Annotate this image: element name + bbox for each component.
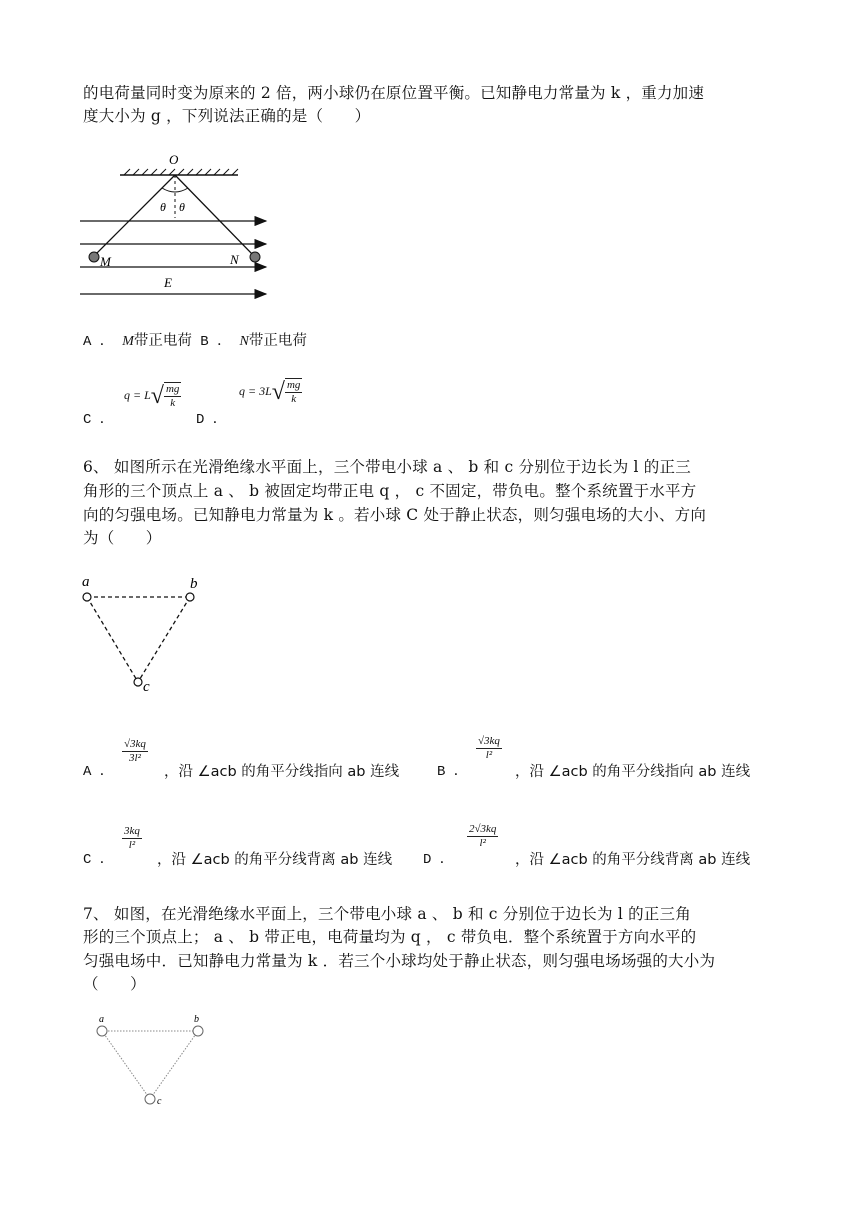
q6-ball-b (186, 593, 194, 601)
q5-optA-var: M (122, 334, 134, 349)
q7-ball-a (97, 1026, 107, 1036)
q6-optC-num: 3kq (124, 825, 140, 837)
q7-label-a: a (99, 1014, 104, 1025)
ball-N (250, 252, 260, 262)
q6-optB-text: ，沿 ∠acb 的角平分线指向 ab 连线 (515, 764, 751, 780)
q6-label-b: b (190, 576, 198, 592)
q5-optC-den: k (170, 397, 176, 409)
q6-optB-frac (476, 735, 502, 762)
q5-optB-prefix[interactable]: B ． (200, 334, 232, 350)
q7-text-line3: 匀强电场中．已知静电力常量为 k ．若三个小球均处于静止状态，则匀强电场场强的大小为 (83, 952, 716, 970)
q7-ball-b (193, 1026, 203, 1036)
q7-text-line2: 形的三个顶点上； a 、 b 带正电，电荷量均为 q ， c 带负电．整个系统置于方向水平的 (83, 928, 697, 946)
q5-optA-prefix[interactable]: A ． (83, 334, 114, 350)
q7-ball-c (145, 1094, 155, 1104)
q6-optA-prefix[interactable]: A ． (83, 764, 114, 780)
q5-optC-lhs: q = L (124, 387, 151, 402)
q6-optD-prefix[interactable]: D ． (423, 852, 454, 868)
q6-edge-ac (87, 597, 138, 682)
q5-optD-formula: q = 3L√ $\frac{mg}{k}$ (239, 379, 301, 405)
q6-ball-a (83, 593, 91, 601)
q5-optD-lhs: q = 3L (239, 383, 272, 398)
label-M: M (100, 254, 111, 269)
q7-label-c: c (157, 1096, 162, 1107)
q6-optC-prefix[interactable]: C ． (83, 852, 114, 868)
q6-optD-num: 2√3kq (469, 823, 497, 835)
label-theta-right: θ (179, 200, 185, 214)
q5-optC-num: mg (165, 383, 180, 395)
q5-optD-prefix[interactable]: D ． (196, 412, 227, 428)
q6-optA-frac (122, 738, 148, 765)
q5-optA-text: 带正电荷 (133, 333, 192, 349)
q6-optB-prefix[interactable]: B ． (437, 764, 468, 780)
q5-optC-formula: q = L√ $\frac{mg}{k}$ (124, 383, 180, 409)
q6-optD-den: l² (479, 837, 486, 849)
q6-figure (78, 570, 208, 695)
q5-options-ab (83, 329, 307, 350)
q6-optA-num: √3kq (124, 738, 146, 750)
q5-optD-den: k (291, 393, 297, 405)
q6-text-line4: 为（ ） (83, 529, 162, 547)
q6-text-line1: 6、 如图所示在光滑绝缘水平面上，三个带电小球 a 、 b 和 c 分别位于边长为 l 的正三 (83, 458, 691, 476)
q6-ball-c (134, 678, 142, 686)
q5-optB-text: 带正电荷 (248, 333, 307, 349)
q6-optD-text: ，沿 ∠acb 的角平分线背离 ab 连线 (515, 852, 751, 868)
q7-text-line1: 7、 如图，在光滑绝缘水平面上，三个带电小球 a 、 b 和 c 分别位于边长为 l 的正三角 (83, 905, 691, 923)
q6-optD-frac (467, 823, 498, 850)
q6-label-a: a (82, 574, 90, 590)
q7-text-line4: （ ） (83, 975, 146, 993)
q5-figure (78, 148, 278, 303)
q6-optC-frac (122, 825, 142, 852)
label-O: O (169, 152, 179, 167)
label-N: N (230, 252, 239, 267)
q7-edge-bc (150, 1031, 198, 1099)
q5-optD-num: mg (286, 379, 301, 391)
label-E: E (164, 275, 172, 290)
q6-optB-num: √3kq (478, 735, 500, 747)
q7-figure (90, 1012, 210, 1112)
q5-text-line2: 度大小为 g ，下列说法正确的是（ ） (83, 107, 371, 125)
ceiling-hatch (124, 169, 238, 175)
q6-optC-den: l² (128, 839, 136, 851)
q6-text-line3: 向的匀强电场。已知静电力常量为 k 。若小球 C 处于静止状态，则匀强电场的大小、方向 (83, 506, 707, 524)
q6-optC-text: ，沿 ∠acb 的角平分线背离 ab 连线 (157, 852, 393, 868)
ball-M (89, 252, 99, 262)
q6-edge-bc (138, 597, 190, 682)
q7-edge-ac (102, 1031, 150, 1099)
q5-optB-var: N (239, 334, 249, 349)
q6-optB-den: l² (485, 749, 493, 761)
q6-optA-text: ，沿 ∠acb 的角平分线指向 ab 连线 (164, 764, 400, 780)
q5-optC-prefix[interactable]: C ． (83, 412, 114, 428)
label-theta-left: θ (160, 200, 166, 214)
q6-optA-den: 3l² (129, 752, 141, 764)
q7-label-b: b (194, 1014, 199, 1025)
q6-label-c: c (143, 679, 150, 695)
q5-text-line1: 的电荷量同时变为原来的 2 倍，两小球仍在原位置平衡。已知静电力常量为 k ，重力加速 (83, 84, 705, 102)
q6-text-line2: 角形的三个顶点上 a 、 b 被固定均带正电 q ， c 不固定，带负电。整个系统置于水平方 (83, 482, 697, 500)
